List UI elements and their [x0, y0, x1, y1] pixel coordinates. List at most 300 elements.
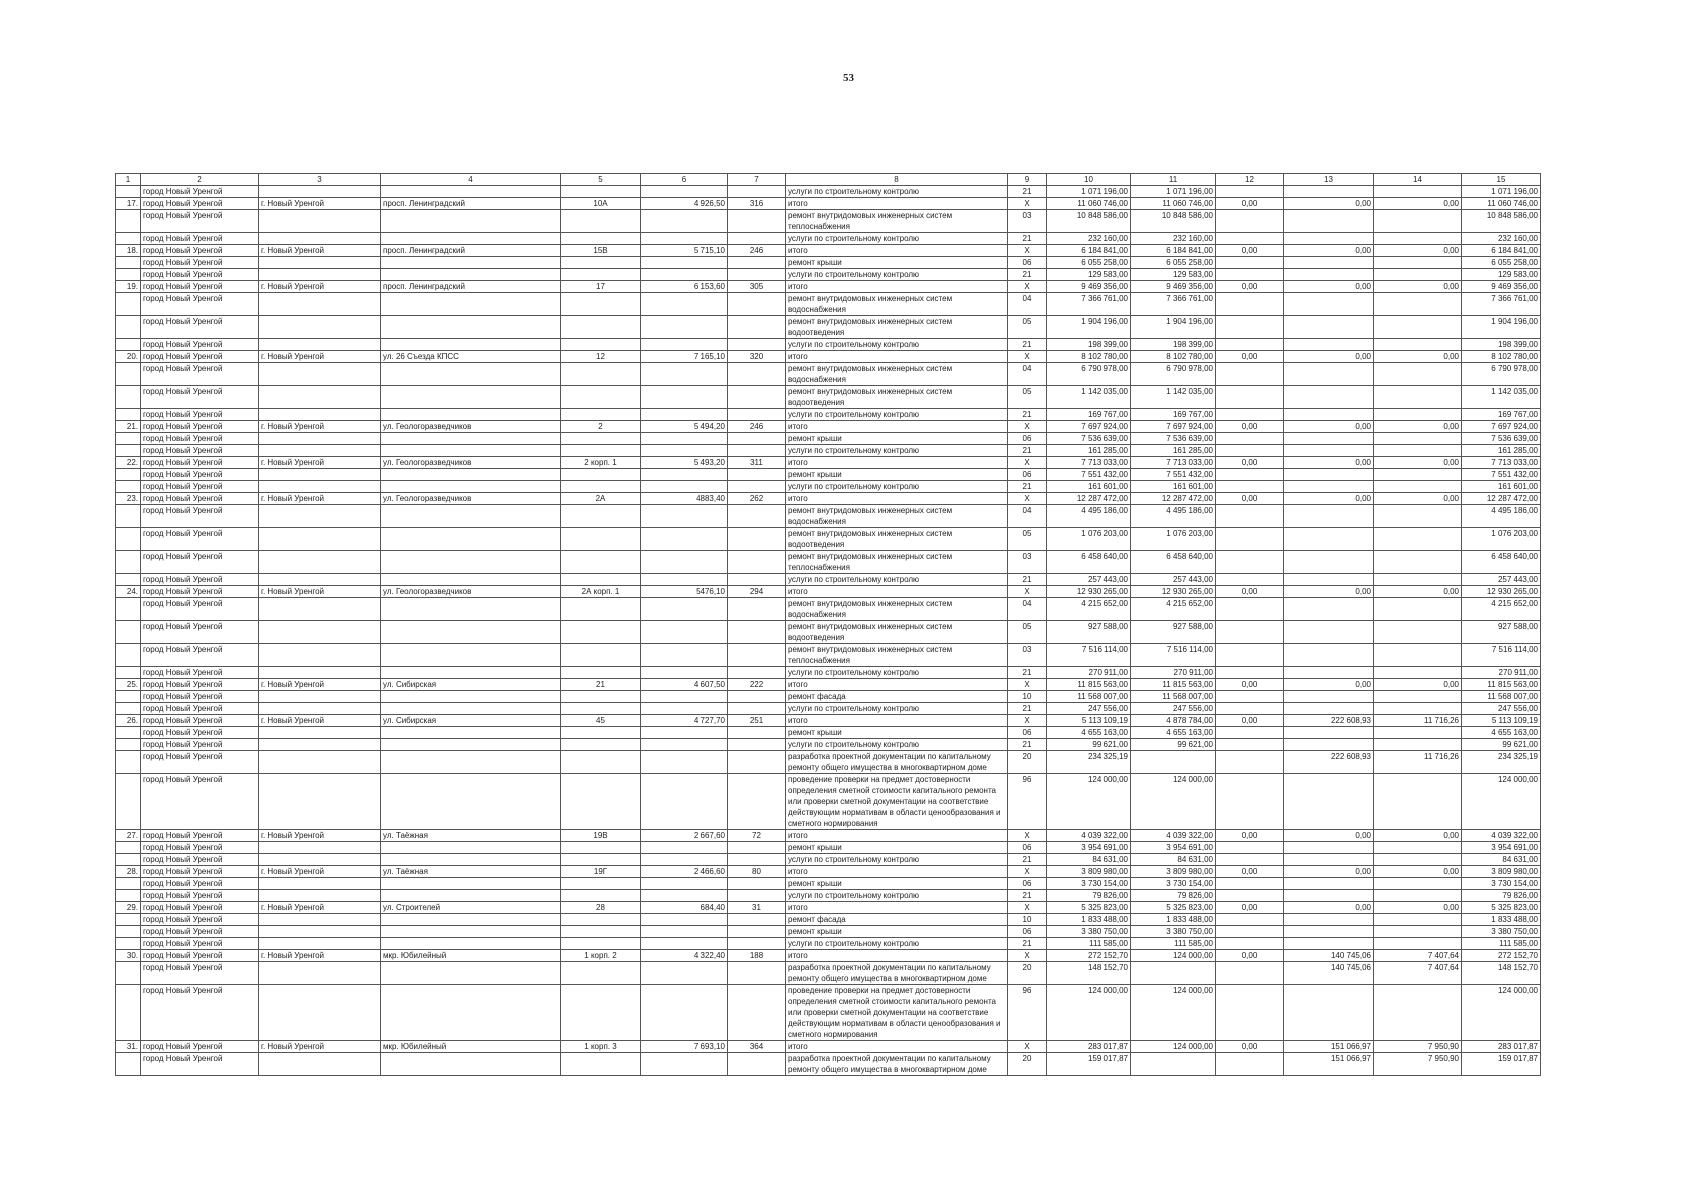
cell-col-6 [641, 233, 728, 245]
cell-col-14 [1374, 316, 1462, 339]
cell-col-11: 7 713 033,00 [1131, 457, 1216, 469]
cell-col-12 [1216, 233, 1284, 245]
cell-col-11: 4 039 322,00 [1131, 830, 1216, 842]
cell-col-8: ремонт крыши [786, 878, 1008, 890]
cell-col-8: услуги по строительному контролю [786, 703, 1008, 715]
cell-col-11 [1131, 751, 1216, 774]
cell-col-7 [728, 233, 786, 245]
cell-col-5: 19Г [561, 866, 641, 878]
cell-col-15: 12 287 472,00 [1462, 493, 1541, 505]
column-number-11: 11 [1131, 174, 1216, 186]
cell-col-15: 1 142 035,00 [1462, 386, 1541, 409]
cell-col-12: 0,00 [1216, 245, 1284, 257]
cell-col-2: город Новый Уренгой [141, 386, 259, 409]
cell-col-2: город Новый Уренгой [141, 409, 259, 421]
cell-col-9: 04 [1008, 505, 1047, 528]
cell-col-12 [1216, 445, 1284, 457]
cell-col-14 [1374, 528, 1462, 551]
cell-col-2: город Новый Уренгой [141, 186, 259, 198]
cell-col-11: 1 833 488,00 [1131, 914, 1216, 926]
cell-col-6 [641, 1053, 728, 1076]
cell-col-3 [259, 505, 381, 528]
cell-col-7 [728, 445, 786, 457]
cell-col-7 [728, 293, 786, 316]
cell-col-15: 148 152,70 [1462, 962, 1541, 985]
cell-col-2: город Новый Уренгой [141, 198, 259, 210]
cell-col-1 [116, 598, 141, 621]
table-row [116, 493, 1541, 505]
cell-col-8: ремонт внутридомовых инженерных систем теплоснабжения [786, 210, 1008, 233]
cell-col-3 [259, 386, 381, 409]
cell-col-5 [561, 842, 641, 854]
cell-col-4 [381, 257, 561, 269]
cell-col-15: 7 713 033,00 [1462, 457, 1541, 469]
cell-col-7: 222 [728, 679, 786, 691]
cell-col-2: город Новый Уренгой [141, 245, 259, 257]
cell-col-12 [1216, 433, 1284, 445]
cell-col-7: 246 [728, 245, 786, 257]
cell-col-1 [116, 774, 141, 830]
cell-col-11: 1 071 196,00 [1131, 186, 1216, 198]
cell-col-4 [381, 469, 561, 481]
cell-col-8: итого [786, 830, 1008, 842]
cell-col-2: город Новый Уренгой [141, 667, 259, 679]
cell-col-3 [259, 938, 381, 950]
cell-col-14 [1374, 727, 1462, 739]
cell-col-2: город Новый Уренгой [141, 505, 259, 528]
cell-col-4 [381, 293, 561, 316]
cell-col-3 [259, 293, 381, 316]
cell-col-9: 21 [1008, 481, 1047, 493]
cell-col-8: ремонт внутридомовых инженерных систем теплоснабжения [786, 551, 1008, 574]
cell-col-13 [1284, 551, 1374, 574]
cell-col-5: 10А [561, 198, 641, 210]
cell-col-15: 4 495 186,00 [1462, 505, 1541, 528]
cell-col-14 [1374, 691, 1462, 703]
cell-col-1 [116, 751, 141, 774]
table-row [116, 257, 1541, 269]
cell-col-9: 96 [1008, 985, 1047, 1041]
cell-col-3 [259, 363, 381, 386]
cell-col-1: 17. [116, 198, 141, 210]
cell-col-13: 140 745,06 [1284, 962, 1374, 985]
table-row [116, 938, 1541, 950]
cell-col-12 [1216, 269, 1284, 281]
cell-col-14 [1374, 842, 1462, 854]
cell-col-13 [1284, 257, 1374, 269]
cell-col-11: 10 848 586,00 [1131, 210, 1216, 233]
cell-col-4 [381, 621, 561, 644]
table-row [116, 233, 1541, 245]
cell-col-5: 19В [561, 830, 641, 842]
cell-col-2: город Новый Уренгой [141, 938, 259, 950]
cell-col-1 [116, 574, 141, 586]
cell-col-11: 3 954 691,00 [1131, 842, 1216, 854]
cell-col-11: 7 697 924,00 [1131, 421, 1216, 433]
cell-col-11: 4 495 186,00 [1131, 505, 1216, 528]
cell-col-12 [1216, 727, 1284, 739]
cell-col-7 [728, 269, 786, 281]
cell-col-11: 124 000,00 [1131, 950, 1216, 962]
cell-col-8: ремонт внутридомовых инженерных систем водоотведения [786, 528, 1008, 551]
cell-col-4 [381, 1053, 561, 1076]
table-row [116, 421, 1541, 433]
table-row [116, 386, 1541, 409]
cell-col-2: город Новый Уренгой [141, 621, 259, 644]
cell-col-1 [116, 914, 141, 926]
cell-col-12: 0,00 [1216, 1041, 1284, 1053]
cell-col-9: X [1008, 245, 1047, 257]
cell-col-10: 124 000,00 [1047, 774, 1131, 830]
cell-col-1 [116, 257, 141, 269]
cell-col-4: ул. Таёжная [381, 830, 561, 842]
cell-col-11: 124 000,00 [1131, 985, 1216, 1041]
cell-col-15: 6 055 258,00 [1462, 257, 1541, 269]
cell-col-1 [116, 269, 141, 281]
table-row [116, 679, 1541, 691]
cell-col-9: 04 [1008, 598, 1047, 621]
table-row [116, 774, 1541, 830]
cell-col-13 [1284, 667, 1374, 679]
cell-col-6 [641, 574, 728, 586]
cell-col-2: город Новый Уренгой [141, 551, 259, 574]
cell-col-11: 124 000,00 [1131, 1041, 1216, 1053]
cell-col-15: 79 826,00 [1462, 890, 1541, 902]
cell-col-8: ремонт внутридомовых инженерных систем водоснабжения [786, 505, 1008, 528]
cell-col-11: 4 215 652,00 [1131, 598, 1216, 621]
table-row [116, 269, 1541, 281]
cell-col-7 [728, 703, 786, 715]
cell-col-8: услуги по строительному контролю [786, 667, 1008, 679]
cell-col-15: 9 469 356,00 [1462, 281, 1541, 293]
table-row [116, 457, 1541, 469]
cell-col-5 [561, 938, 641, 950]
cell-col-10: 232 160,00 [1047, 233, 1131, 245]
cell-col-8: итого [786, 281, 1008, 293]
cell-col-9: 05 [1008, 386, 1047, 409]
cell-col-5 [561, 644, 641, 667]
cell-col-3: г. Новый Уренгой [259, 830, 381, 842]
cell-col-3 [259, 186, 381, 198]
cell-col-4 [381, 186, 561, 198]
cell-col-5 [561, 751, 641, 774]
cell-col-5 [561, 1053, 641, 1076]
cell-col-9: 06 [1008, 878, 1047, 890]
cell-col-12 [1216, 481, 1284, 493]
cell-col-13: 0,00 [1284, 198, 1374, 210]
cell-col-15: 5 325 823,00 [1462, 902, 1541, 914]
cell-col-15: 232 160,00 [1462, 233, 1541, 245]
cell-col-3: г. Новый Уренгой [259, 586, 381, 598]
cell-col-9: 05 [1008, 528, 1047, 551]
cell-col-1 [116, 445, 141, 457]
table-row [116, 210, 1541, 233]
cell-col-15: 7 551 432,00 [1462, 469, 1541, 481]
cell-col-6 [641, 445, 728, 457]
cell-col-6 [641, 621, 728, 644]
cell-col-12 [1216, 774, 1284, 830]
table-row [116, 962, 1541, 985]
cell-col-5 [561, 293, 641, 316]
cell-col-5 [561, 890, 641, 902]
cell-col-7 [728, 598, 786, 621]
cell-col-9: 06 [1008, 433, 1047, 445]
cell-col-4 [381, 727, 561, 739]
cell-col-8: услуги по строительному контролю [786, 854, 1008, 866]
cell-col-8: ремонт крыши [786, 727, 1008, 739]
cell-col-10: 12 930 265,00 [1047, 586, 1131, 598]
column-number-10: 10 [1047, 174, 1131, 186]
cell-col-1: 23. [116, 493, 141, 505]
cell-col-2: город Новый Уренгой [141, 469, 259, 481]
cell-col-11: 11 060 746,00 [1131, 198, 1216, 210]
cell-col-6 [641, 339, 728, 351]
cell-col-6 [641, 269, 728, 281]
cell-col-12 [1216, 842, 1284, 854]
table-row [116, 950, 1541, 962]
cell-col-14 [1374, 363, 1462, 386]
cell-col-9: 03 [1008, 551, 1047, 574]
cell-col-13 [1284, 914, 1374, 926]
cell-col-9: X [1008, 950, 1047, 962]
cell-col-11: 169 767,00 [1131, 409, 1216, 421]
cell-col-10: 198 399,00 [1047, 339, 1131, 351]
cell-col-7 [728, 644, 786, 667]
cell-col-13: 0,00 [1284, 830, 1374, 842]
cell-col-13 [1284, 878, 1374, 890]
cell-col-11 [1131, 962, 1216, 985]
cell-col-14 [1374, 890, 1462, 902]
cell-col-2: город Новый Уренгой [141, 866, 259, 878]
cell-col-2: город Новый Уренгой [141, 281, 259, 293]
table-row [116, 703, 1541, 715]
cell-col-4: ул. Таёжная [381, 866, 561, 878]
cell-col-5 [561, 386, 641, 409]
cell-col-4: просп. Ленинградский [381, 245, 561, 257]
cell-col-12: 0,00 [1216, 457, 1284, 469]
cell-col-6 [641, 644, 728, 667]
cell-col-10: 234 325,19 [1047, 751, 1131, 774]
cell-col-15: 5 113 109,19 [1462, 715, 1541, 727]
cell-col-8: итого [786, 351, 1008, 363]
cell-col-11: 198 399,00 [1131, 339, 1216, 351]
cell-col-3: г. Новый Уренгой [259, 679, 381, 691]
cell-col-2: город Новый Уренгой [141, 421, 259, 433]
cell-col-12 [1216, 703, 1284, 715]
cell-col-15: 1 833 488,00 [1462, 914, 1541, 926]
cell-col-4 [381, 691, 561, 703]
cell-col-13 [1284, 210, 1374, 233]
cell-col-6 [641, 739, 728, 751]
cell-col-5 [561, 363, 641, 386]
cell-col-1 [116, 551, 141, 574]
cell-col-2: город Новый Уренгой [141, 598, 259, 621]
cell-col-3 [259, 774, 381, 830]
cell-col-12 [1216, 409, 1284, 421]
cell-col-10: 7 366 761,00 [1047, 293, 1131, 316]
cell-col-2: город Новый Уренгой [141, 715, 259, 727]
cell-col-6 [641, 727, 728, 739]
cell-col-7: 31 [728, 902, 786, 914]
cell-col-2: город Новый Уренгой [141, 774, 259, 830]
cell-col-10: 5 113 109,19 [1047, 715, 1131, 727]
cell-col-4 [381, 445, 561, 457]
table-row [116, 198, 1541, 210]
cell-col-14 [1374, 481, 1462, 493]
cell-col-5 [561, 739, 641, 751]
cell-col-6 [641, 667, 728, 679]
cell-col-15: 159 017,87 [1462, 1053, 1541, 1076]
cell-col-4: просп. Ленинградский [381, 281, 561, 293]
cell-col-14 [1374, 621, 1462, 644]
cell-col-11: 3 380 750,00 [1131, 926, 1216, 938]
cell-col-3 [259, 644, 381, 667]
cell-col-7 [728, 469, 786, 481]
cell-col-6 [641, 751, 728, 774]
table-row [116, 866, 1541, 878]
cell-col-12: 0,00 [1216, 902, 1284, 914]
cell-col-12 [1216, 985, 1284, 1041]
cell-col-8: ремонт внутридомовых инженерных систем водоснабжения [786, 598, 1008, 621]
cell-col-6: 2 667,60 [641, 830, 728, 842]
cell-col-14 [1374, 878, 1462, 890]
cell-col-10: 124 000,00 [1047, 985, 1131, 1041]
cell-col-4 [381, 667, 561, 679]
cell-col-3 [259, 985, 381, 1041]
cell-col-12 [1216, 890, 1284, 902]
cell-col-4: ул. Геологоразведчиков [381, 586, 561, 598]
cell-col-14: 11 716,26 [1374, 715, 1462, 727]
cell-col-7: 316 [728, 198, 786, 210]
cell-col-2: город Новый Уренгой [141, 985, 259, 1041]
column-number-7: 7 [728, 174, 786, 186]
cell-col-8: итого [786, 1041, 1008, 1053]
cell-col-14 [1374, 210, 1462, 233]
cell-col-6 [641, 985, 728, 1041]
cell-col-8: итого [786, 586, 1008, 598]
cell-col-4 [381, 878, 561, 890]
cell-col-13 [1284, 269, 1374, 281]
cell-col-14: 0,00 [1374, 421, 1462, 433]
cell-col-1: 27. [116, 830, 141, 842]
cell-col-4 [381, 316, 561, 339]
cell-col-11: 257 443,00 [1131, 574, 1216, 586]
table-row [116, 667, 1541, 679]
cell-col-6 [641, 505, 728, 528]
cell-col-12 [1216, 751, 1284, 774]
cell-col-14 [1374, 505, 1462, 528]
cell-col-4 [381, 339, 561, 351]
cell-col-14: 0,00 [1374, 866, 1462, 878]
cell-col-15: 11 060 746,00 [1462, 198, 1541, 210]
cell-col-9: 21 [1008, 233, 1047, 245]
cell-col-7 [728, 739, 786, 751]
cell-col-8: услуги по строительному контролю [786, 233, 1008, 245]
cell-col-3 [259, 445, 381, 457]
table-row [116, 830, 1541, 842]
cell-col-12: 0,00 [1216, 830, 1284, 842]
cell-col-6 [641, 703, 728, 715]
cell-col-6: 4 322,40 [641, 950, 728, 962]
cell-col-7 [728, 751, 786, 774]
cell-col-14 [1374, 938, 1462, 950]
cell-col-11: 4 655 163,00 [1131, 727, 1216, 739]
cell-col-1 [116, 316, 141, 339]
cell-col-14 [1374, 914, 1462, 926]
cell-col-2: город Новый Уренгой [141, 574, 259, 586]
cell-col-9: X [1008, 493, 1047, 505]
cell-col-7 [728, 574, 786, 586]
cell-col-12 [1216, 574, 1284, 586]
cell-col-4 [381, 528, 561, 551]
cell-col-12: 0,00 [1216, 715, 1284, 727]
cell-col-6: 5476,10 [641, 586, 728, 598]
cell-col-8: услуги по строительному контролю [786, 445, 1008, 457]
cell-col-7: 311 [728, 457, 786, 469]
cell-col-3 [259, 854, 381, 866]
table-row [116, 914, 1541, 926]
cell-col-2: город Новый Уренгой [141, 445, 259, 457]
cell-col-15: 1 076 203,00 [1462, 528, 1541, 551]
cell-col-7: 80 [728, 866, 786, 878]
cell-col-3 [259, 257, 381, 269]
cell-col-4 [381, 551, 561, 574]
cell-col-14: 0,00 [1374, 281, 1462, 293]
cell-col-2: город Новый Уренгой [141, 926, 259, 938]
cell-col-1: 26. [116, 715, 141, 727]
cell-col-12 [1216, 926, 1284, 938]
cell-col-15: 3 809 980,00 [1462, 866, 1541, 878]
cell-col-7 [728, 433, 786, 445]
cell-col-14 [1374, 386, 1462, 409]
cell-col-9: X [1008, 679, 1047, 691]
cell-col-13 [1284, 363, 1374, 386]
column-number-5: 5 [561, 174, 641, 186]
table-row [116, 586, 1541, 598]
cell-col-11: 7 516 114,00 [1131, 644, 1216, 667]
cell-col-2: город Новый Уренгой [141, 1041, 259, 1053]
cell-col-7: 320 [728, 351, 786, 363]
column-number-6: 6 [641, 174, 728, 186]
cell-col-1 [116, 739, 141, 751]
cell-col-1 [116, 890, 141, 902]
cell-col-14 [1374, 339, 1462, 351]
cell-col-2: город Новый Уренгой [141, 950, 259, 962]
cell-col-8: ремонт крыши [786, 433, 1008, 445]
cell-col-5 [561, 269, 641, 281]
cell-col-15: 4 215 652,00 [1462, 598, 1541, 621]
cell-col-14: 0,00 [1374, 198, 1462, 210]
cell-col-12 [1216, 469, 1284, 481]
cell-col-6: 684,40 [641, 902, 728, 914]
cell-col-6: 2 466,60 [641, 866, 728, 878]
cell-col-9: X [1008, 198, 1047, 210]
cell-col-13 [1284, 598, 1374, 621]
cell-col-7 [728, 962, 786, 985]
cell-col-6 [641, 293, 728, 316]
cell-col-4 [381, 854, 561, 866]
cell-col-5 [561, 703, 641, 715]
cell-col-4: мкр. Юбилейный [381, 950, 561, 962]
cell-col-13 [1284, 727, 1374, 739]
cell-col-5 [561, 691, 641, 703]
cell-col-13 [1284, 481, 1374, 493]
cell-col-6 [641, 469, 728, 481]
cell-col-13 [1284, 691, 1374, 703]
cell-col-5 [561, 727, 641, 739]
cell-col-14 [1374, 186, 1462, 198]
table-row [116, 186, 1541, 198]
